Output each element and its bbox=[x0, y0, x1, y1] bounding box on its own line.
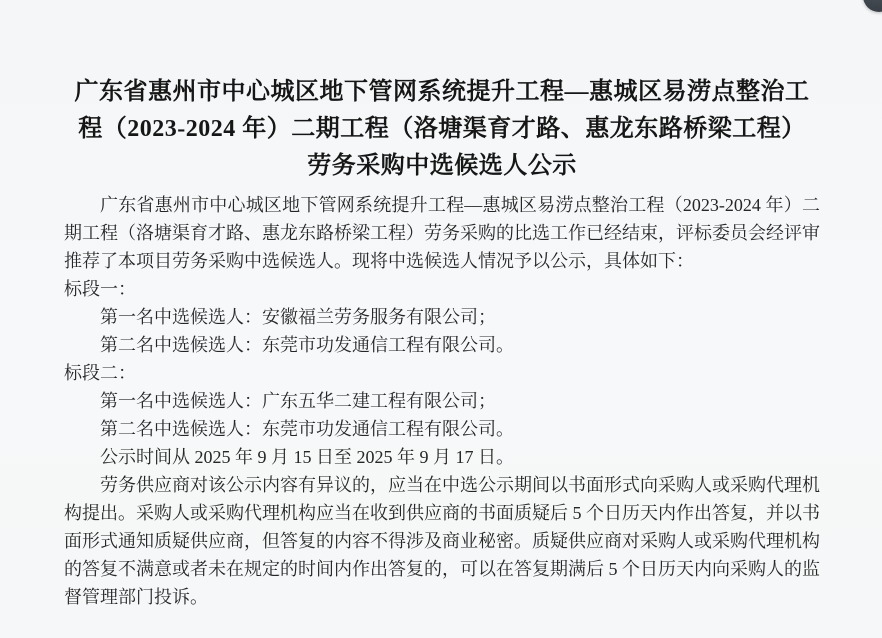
objection-paragraph: 劳务供应商对该公示内容有异议的，应当在中选公示期间以书面形式向采购人或采购代理机构提出。采购人或采购代理机构应当在收到供应商的书面质疑后 5 个日历天内作出答复，并以书面形式通知质疑供应商，但答复的内容不得涉及商业秘密。质疑供应商对采购人或采购代理机构的答复不满意或者未在规定的时间内作出答复的，可以在答复期满后 5 个日历天内向采购人的监督管理部门投诉。 bbox=[64, 475, 820, 607]
section-2-label: 标段二： bbox=[64, 363, 136, 383]
document-body bbox=[64, 191, 820, 611]
section-1-candidate-1: 第一名中选候选人：安徽福兰劳务服务有限公司； bbox=[100, 307, 496, 327]
section-2-candidate-2: 第二名中选候选人：东莞市功发通信工程有限公司。 bbox=[100, 419, 514, 439]
section-1-label: 标段一： bbox=[64, 279, 136, 299]
publicity-period: 公示时间从 2025 年 9 月 15 日至 2025 年 9 月 17 日。 bbox=[100, 447, 514, 467]
section-1-candidate-2: 第二名中选候选人：东莞市功发通信工程有限公司。 bbox=[100, 335, 514, 355]
section-2-candidate-1: 第一名中选候选人：广东五华二建工程有限公司； bbox=[100, 391, 496, 411]
document-title: 广东省惠州市中心城区地下管网系统提升工程—惠城区易涝点整治工程（2023-2024 年）二期工程（洛塘渠育才路、惠龙东路桥梁工程）劳务采购中选候选人公示 bbox=[74, 79, 810, 179]
intro-paragraph: 广东省惠州市中心城区地下管网系统提升工程—惠城区易涝点整治工程（2023-2024 年）二期工程（洛塘渠育才路、惠龙东路桥梁工程）劳务采购的比选工作已经结束，评标委员会经评审推荐了本项目劳务采购中选候选人。现将中选候选人情况予以公示，具体如下： bbox=[64, 195, 820, 271]
